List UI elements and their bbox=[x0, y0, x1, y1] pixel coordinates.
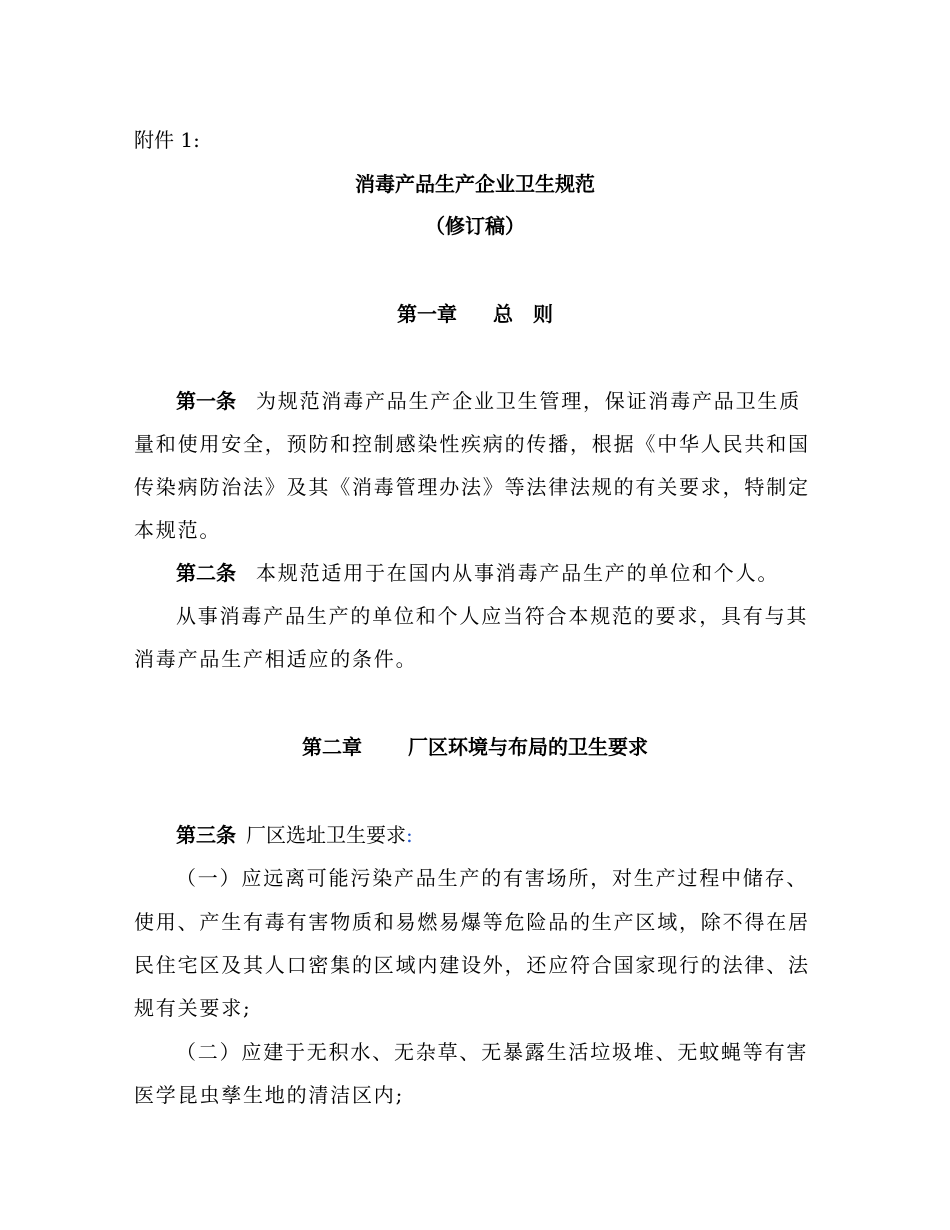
article-2-line-3: 消毒产品生产相适应的条件。 bbox=[134, 647, 418, 671]
chapter-1-number: 第一章 bbox=[397, 302, 457, 326]
chapter-2-number: 第二章 bbox=[302, 735, 362, 759]
article-3-item-1-line-3: 民住宅区及其人口密集的区域内建设外，还应符合国家现行的法律、法 bbox=[134, 953, 810, 977]
article-1-text-1: 为规范消毒产品生产企业卫生管理，保证消毒产品卫生质 bbox=[256, 389, 801, 413]
article-3-item-1-line-4: 规有关要求; bbox=[134, 996, 252, 1020]
attachment-label: 附件 1: bbox=[134, 128, 200, 152]
article-1-line-2: 量和使用安全，预防和控制感染性疾病的传播，根据《中华人民共和国 bbox=[134, 432, 810, 456]
article-2-line-2: 从事消毒产品生产的单位和个人应当符合本规范的要求，具有与其 bbox=[176, 604, 809, 628]
article-3-item-1-line-2: 使用、产生有毒有害物质和易燃易爆等危险品的生产区域，除不得在居 bbox=[134, 910, 810, 934]
chapter-2-heading bbox=[0, 735, 950, 759]
chapter-1-name: 总 则 bbox=[493, 302, 553, 326]
article-3-item-1-line-1: （一）应远离可能污染产品生产的有害场所，对生产过程中储存、 bbox=[176, 866, 809, 890]
article-3-label: 第三条 bbox=[176, 823, 236, 847]
article-3-item-2-line-1: （二）应建于无积水、无杂草、无暴露生活垃圾堆、无蚊蝇等有害 bbox=[176, 1040, 809, 1064]
article-2-line-1 bbox=[176, 561, 779, 585]
article-2-label: 第二条 bbox=[176, 561, 236, 585]
document-title: 消毒产品生产企业卫生规范 bbox=[355, 172, 595, 196]
article-1-line-1 bbox=[176, 389, 801, 413]
chapter-2-name: 厂区环境与布局的卫生要求 bbox=[408, 735, 648, 759]
article-3-line-1 bbox=[176, 823, 413, 847]
article-3-colon: : bbox=[406, 823, 413, 847]
article-1-line-4: 本规范。 bbox=[134, 518, 222, 542]
document-subtitle: （修订稿） bbox=[425, 214, 525, 238]
article-3-item-2-line-2: 医学昆虫孳生地的清洁区内; bbox=[134, 1083, 405, 1107]
article-3-text: 厂区选址卫生要求 bbox=[246, 823, 406, 847]
article-1-line-3: 传染病防治法》及其《消毒管理办法》等法律法规的有关要求，特制定 bbox=[134, 475, 810, 499]
article-1-label: 第一条 bbox=[176, 389, 236, 413]
article-2-text-1: 本规范适用于在国内从事消毒产品生产的单位和个人。 bbox=[256, 561, 780, 585]
chapter-1-heading bbox=[0, 302, 950, 326]
